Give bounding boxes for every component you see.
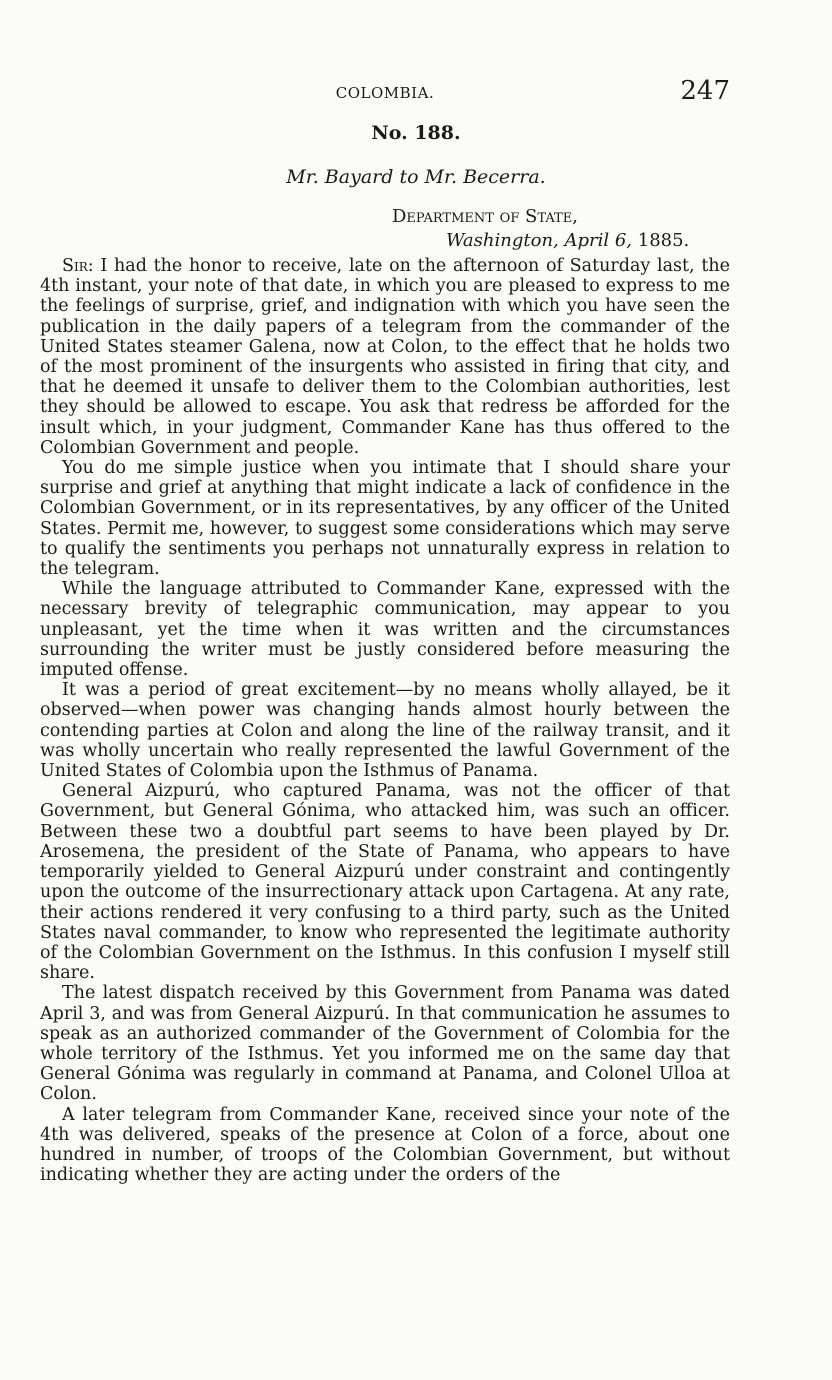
paragraph-text: I had the honor to receive, late on the afternoon of Saturday last, the 4th instant, your note of that date, in which you are pleased to express to me the feelings of surprise, grief, and indignation with which you have seen the publication in the daily papers of a telegram from the commander of the United States steamer Galena, now at Colon, to the effect that he holds two of the most prominent of the insurgents who assisted in firing that city, and that he deemed it unsafe to deliver them to the Colombian authorities, lest they should be allowed to escape. You ask that redress be afforded for the insult which, in your judgment, Commander Kane has thus offered to the Colombian Government and people. (40, 256, 730, 458)
section-title: COLOMBIA. (335, 84, 435, 102)
document-number: No. 188. (371, 122, 461, 144)
date-year: 1885. (637, 230, 690, 251)
paragraph: It was a period of great excitement—by no means wholly allayed, be it observed—when power was changing hands almost hourly between the contending parties at Colon and along the line of the railway transit, and it was wholly uncertain who really represented the lawful Government of the United States of Colombia upon the Isthmus of Panama. (40, 680, 730, 782)
sender-line: Department of State, (392, 206, 578, 227)
letter-body (40, 256, 730, 1185)
paragraph: A later telegram from Commander Kane, received since your note of the 4th was delivered, speaks of the presence at Colon of a force, about one hundred in number, of troops of the Colombian Government, but without indicating whether they are acting under the orders of the (40, 1104, 730, 1186)
dateline (446, 230, 689, 251)
paragraph: While the language attributed to Commander Kane, expressed with the necessary brevity of telegraphic communication, may appear to you unpleasant, yet the time when it was written and the circumstances surrounding the writer must be justly considered before measuring the imputed offense. (40, 579, 730, 681)
document-heading: Mr. Bayard to Mr. Becerra. (286, 166, 546, 188)
paragraph: General Aizpurú, who captured Panama, was not the officer of that Government, but General Gónima, who attacked him, was such an officer. Between these two a doubtful part seems to have been played by Dr. Arosemena, the president of the State of Panama, who appears to have temporarily yielded to General Aizpurú under constraint and contingently upon the outcome of the insurrectionary attack upon Cartagena. At any rate, their actions rendered it very confusing to a third party, such as the United States naval commander, to know who represented the legitimate authority of the Colombian Government on the Isthmus. In this confusion I myself still share. (40, 781, 730, 984)
salutation: Sir: (62, 256, 94, 276)
paragraph: The latest dispatch received by this Government from Panama was dated April 3, and was from General Aizpurú. In that communication he assumes to speak as an authorized commander of the Government of Colombia for the whole territory of the Isthmus. Yet you informed me on the same day that General Gónima was regularly in command at Panama, and Colonel Ulloa at Colon. (40, 983, 730, 1105)
page-number: 247 (680, 76, 730, 106)
running-head (40, 76, 730, 110)
paragraph (40, 256, 730, 458)
paragraph: You do me simple justice when you intimate that I should share your surprise and grief at anything that might indicate a lack of confidence in the Colombian Government, or in its representatives, by any officer of the United States. Permit me, however, to suggest some considerations which may serve to qualify the sentiments you perhaps not unnaturally express in relation to the telegram. (40, 458, 730, 580)
date-place: Washington, April 6, (446, 230, 633, 251)
